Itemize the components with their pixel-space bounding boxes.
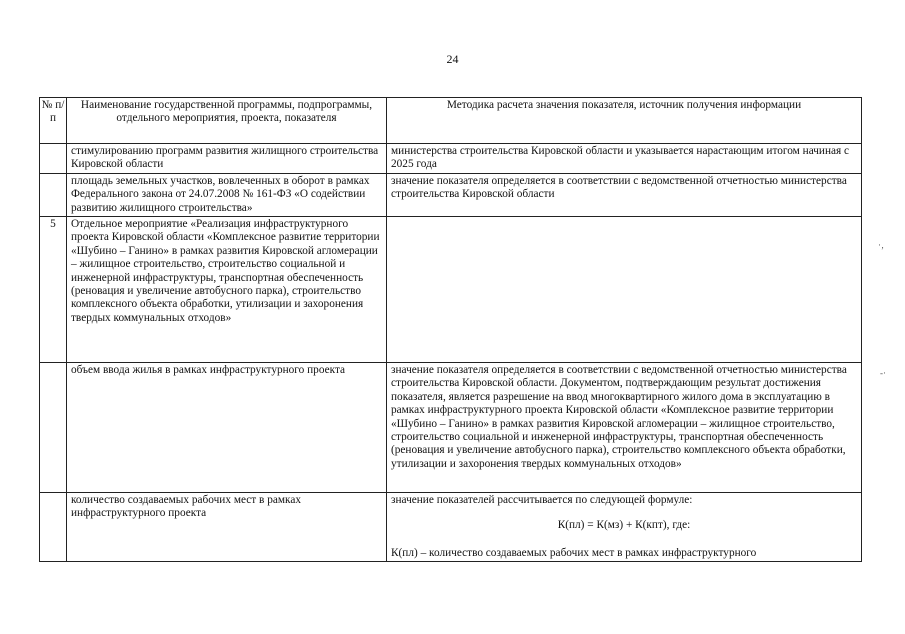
- row-name: Отдельное мероприятие «Реализация инфраструктурного проекта Кировской области «Комплексное развитие территории «Шубино – Ганино» в рамках развития Кировской агломерации – жилищное строительство, строительство социальной и инженерной инфраструктуры, транспортная обеспеченность (реновация и увеличение автобусного парка), строительство комплексного объекта обработки, утилизации и захоронения твердых коммунальных отходов»: [67, 217, 387, 363]
- table-row: [40, 144, 862, 174]
- header-method: Методика расчета значения показателя, источник получения информации: [387, 98, 862, 144]
- table-row: [40, 217, 862, 363]
- row-method: [387, 217, 862, 363]
- row-name: объем ввода жилья в рамках инфраструктурного проекта: [67, 363, 387, 493]
- row-name: стимулированию программ развития жилищного строительства Кировской области: [67, 144, 387, 174]
- header-name: Наименование государственной программы, подпрограммы, отдельного мероприятия, проекта, показателя: [67, 98, 387, 144]
- row-name: количество создаваемых рабочих мест в рамках инфраструктурного проекта: [67, 493, 387, 562]
- row-name: площадь земельных участков, вовлеченных в оборот в рамках Федерального закона от 24.07.2008 № 161-ФЗ «О содействии развитию жилищного строительства»: [67, 173, 387, 216]
- table-header-row: [40, 98, 862, 144]
- method-intro: значение показателей рассчитывается по следующей формуле:: [391, 494, 693, 507]
- method-tail: К(пл) – количество создаваемых рабочих мест в рамках инфраструктурного: [391, 546, 757, 559]
- row-method: министерства строительства Кировской области и указывается нарастающим итогом начиная с 2025 года: [387, 144, 862, 174]
- header-num: № п/п: [40, 98, 67, 144]
- scan-speck: -·: [880, 368, 886, 378]
- table-row: [40, 363, 862, 493]
- row-num: 5: [40, 217, 67, 363]
- row-method: значение показателя определяется в соответствии с ведомственной отчетностью министерства строительства Кировской области: [387, 173, 862, 216]
- formula: К(пл) = К(мз) + К(кпт), где:: [557, 519, 691, 532]
- table-row: [40, 173, 862, 216]
- row-num: [40, 363, 67, 493]
- table-row: [40, 493, 862, 562]
- row-method: [387, 493, 862, 562]
- row-num: [40, 144, 67, 174]
- page-number: 24: [446, 52, 459, 66]
- row-num: [40, 173, 67, 216]
- scan-speck: ·‚: [878, 240, 884, 250]
- indicator-methodology-table: [39, 97, 862, 562]
- row-num: [40, 493, 67, 562]
- row-method: значение показателя определяется в соответствии с ведомственной отчетностью министерства строительства Кировской области. Документом, подтверждающим результат достижения показателя, является разрешение на ввод многоквартирного жилого дома в эксплуатацию в рамках инфраструктурного проекта Кировской области «Комплексное развитие территории «Шубино – Ганино» в рамках развития Кировской агломерации – жилищное строительство, строительство социальной и инженерной инфраструктуры, транспортная обеспеченность (реновация и увеличение автобусного парка), строительство комплексного объекта обработки, утилизации и захоронения твердых коммунальных отходов»: [387, 363, 862, 493]
